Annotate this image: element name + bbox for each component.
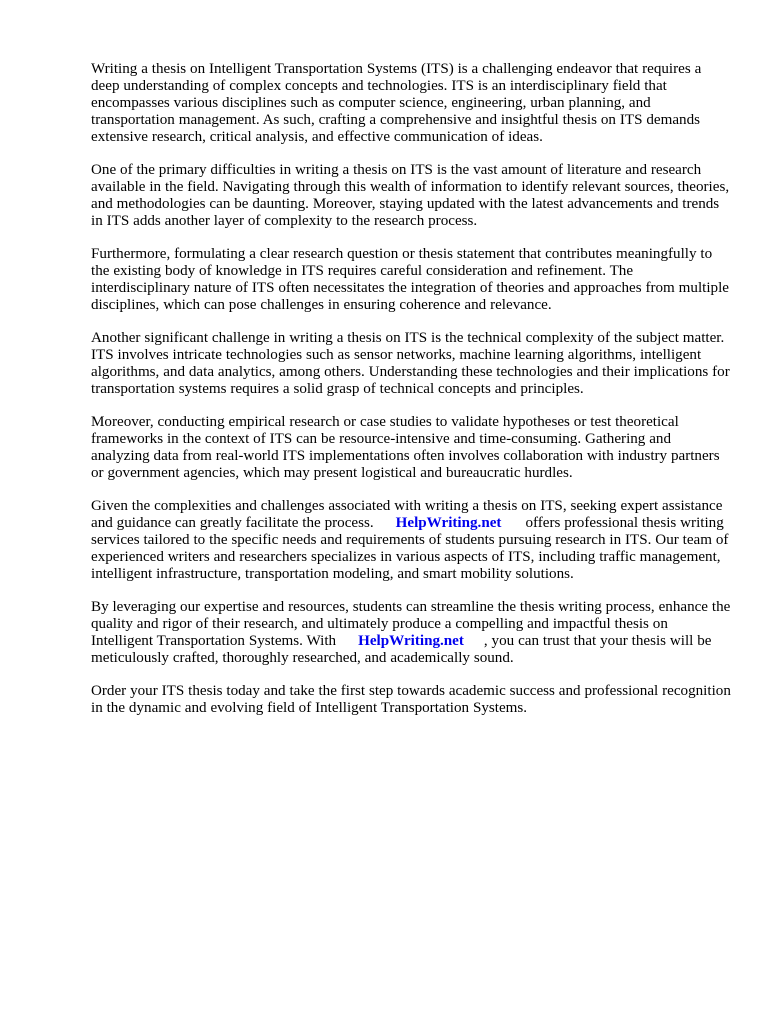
paragraph-literature: One of the primary difficulties in writing a thesis on ITS is the vast amount of literature and research available in the field. Navigating through this wealth of information to identify relevant sources, theories, and methodologies can be daunting. Moreover, staying updated with the latest advancements and trends in ITS adds another layer of complexity to the research process. (91, 161, 730, 229)
paragraph-benefits (91, 599, 731, 667)
helpwriting-link-2[interactable]: HelpWriting.net (358, 632, 464, 649)
paragraph-empirical-research: Moreover, conducting empirical research or case studies to validate hypotheses or test theoretical frameworks in the context of ITS can be resource-intensive and time-consuming. Gathering and analyzing data from real-world ITS implementations often involves collaboration with industry partners or government agencies, which may present logistical and bureaucratic hurdles. (91, 413, 720, 481)
document-body (91, 61, 731, 733)
helpwriting-link[interactable]: HelpWriting.net (395, 514, 502, 531)
paragraph-intro: Writing a thesis on Intelligent Transportation Systems (ITS) is a challenging endeavor that requires a deep understanding of complex concepts and technologies. ITS is an interdisciplinary field that encompasses various disciplines such as computer science, engineering, urban planning, and transportation management. As such, crafting a comprehensive and insightful thesis on ITS demands extensive research, critical analysis, and effective communication of ideas. (91, 61, 702, 145)
paragraph-benefits-text-start: By leveraging our expertise and resources, students can streamline the thesis writing process, enhance the quality and rigor of their research, and ultimately produce a compelling and impactful thesis on Intelligent Transportation Systems. With (91, 598, 731, 649)
paragraph-research-question: Furthermore, formulating a clear research question or thesis statement that contributes meaningfully to the existing body of knowledge in ITS requires careful consideration and refinement. The interdisciplinary nature of ITS often necessitates the integration of theories and approaches from multiple disciplines, which can pose challenges in ensuring coherence and relevance. (91, 245, 729, 313)
paragraph-services (91, 498, 731, 583)
paragraph-benefits-text-end: , you can trust that your thesis will be meticulously crafted, thoroughly researched, and academically sound. (91, 632, 712, 666)
paragraph-services-text-end: offers professional thesis writing services tailored to the specific needs and requirements of students pursuing research in ITS. Our team of experienced writers and researchers specializes in various aspects of ITS, including traffic management, intelligent infrastructure, transportation modeling, and smart mobility solutions. (91, 514, 729, 582)
paragraph-services-text-start: Given the complexities and challenges associated with writing a thesis on ITS, seeking expert assistance and guidance can greatly facilitate the process. (91, 497, 723, 531)
paragraph-closing: Order your ITS thesis today and take the first step towards academic success and professional recognition in the dynamic and evolving field of Intelligent Transportation Systems. (91, 682, 731, 716)
paragraph-technical-complexity: Another significant challenge in writing a thesis on ITS is the technical complexity of the subject matter. ITS involves intricate technologies such as sensor networks, machine learning algorithms, intelligent algorithms, and data analytics, among others. Understanding these technologies and their implications for transportation systems requires a solid grasp of technical concepts and principles. (91, 329, 730, 397)
